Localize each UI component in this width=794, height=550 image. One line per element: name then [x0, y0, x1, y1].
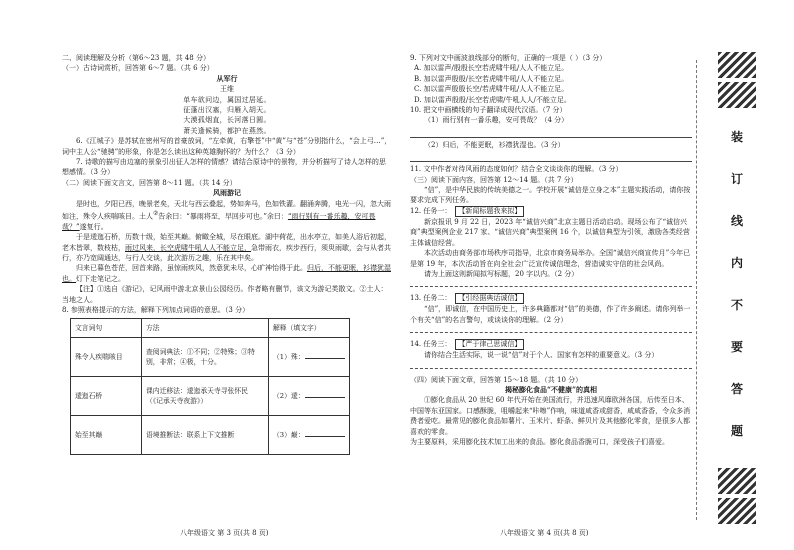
question-14: 请你结合生活实际，说一说“信”对于个人、国家有怎样的重要意义。（3 分） [424, 351, 659, 360]
explanation-table [70, 318, 350, 455]
option-b[interactable]: B. 加以雷声殷殷/长空若虎啸牛吼/人人不能立足。 [414, 74, 569, 83]
table-cell: 语境推断法：联系上下文推断 [142, 416, 269, 455]
task-label: 14. 任务三： [410, 340, 452, 349]
task-3 [410, 339, 692, 350]
question-10-part-1: （1）雨行别有一番乐趣，安可畏哉？（4 分） [424, 116, 569, 125]
page-footer-left: 八年级语文 第 3 页(共 8 页) [180, 529, 269, 537]
answer-blank[interactable] [305, 358, 345, 359]
margin-char: 内 [730, 256, 743, 270]
task-intro: “信”，是中华民族的传统美德之一。学校开展“诚信是立身之本”主题实践活动，请你按要求完成下列任务。 [410, 186, 691, 205]
question-6: 6.《江城子》是苏轼在密州写的首豪放词，“左牵黄，右擎苍”中“黄”与“苍”分别指什么，“会上弓…”，词中主人公“驰骋”的形象，你是怎么读出这种英雄胸怀的？为什么？（3 分） [62, 137, 392, 156]
question-7: 7. 诗歌的描写由边塞的景象引出征人怎样的情感？请结合原诗中的景物，并分析描写了诗人怎样的思想感情。（3 分） [62, 158, 386, 177]
answer-line[interactable] [410, 128, 692, 138]
option-a[interactable]: A. 加以雷声/殷殷长空若虎啸牛吼/人人不能立足。 [414, 64, 569, 73]
table-row [71, 377, 350, 416]
page-footer-right: 八年级语文 第 4 页(共 8 页) [500, 529, 589, 537]
margin-char: 答 [730, 382, 743, 396]
binding-margin [712, 52, 762, 528]
hatch-block [718, 498, 756, 524]
question-11: 11. 文中作者对待风雨的态度如何？结合全文谈谈你的理解。（3 分） [410, 165, 623, 174]
table-cell: 查阅词典法：①不同；②特殊；③特别，非常；④极，十分。 [142, 338, 269, 377]
answer-line[interactable] [410, 331, 692, 333]
option-d[interactable]: D. 加以雷声殷殷/长空若虎啸/牛吼人人/不能立足。 [414, 95, 571, 104]
margin-char: 题 [730, 424, 743, 438]
text-run: 灯下走笔记之。 [76, 274, 125, 283]
question-9: 9. 下列对文中画波浪线部分的断句，正确的一项是（ ）（3 分） [410, 54, 607, 62]
text-run: 告余曰：“暴雨将至，早回步可也。”余曰： [158, 212, 288, 221]
table-row [71, 338, 350, 377]
table-cell: 逶迤石桥 [71, 377, 142, 416]
question-13: “信”，即诚信，在中国历史上，许多典籍都对“信”的美德，作了许多阐述。请你列举一个有关“信”的名言警句，或谈谈你的理解。（2 分） [410, 305, 691, 324]
text-run: 于是逶迤石桥，历数十级，始至其巅。俯瞰全城，尽在眼底。湖中荷花，出水亭立，如美人浴后初起，老木皆翠，数枝枯， [62, 233, 391, 252]
classical-text-title: 风雨游记 [213, 188, 241, 198]
task-box-label: 【严于律己思诚信】 [455, 339, 524, 350]
poem-line: 大漠孤烟直，长河落日圆。 [183, 116, 271, 125]
answer-cell[interactable] [269, 377, 350, 416]
question-10-part-2: （2）归后，不能更眠，衫襟犹湿也。（3 分） [424, 140, 565, 149]
margin-char: 订 [730, 172, 743, 186]
text-run: 急带雨衣，疾步西行，须臾雨歇，会与从者共行，亦乃宽阔通达，与行人交谈，此次游历之趣，乐在其中矣。 [62, 243, 391, 263]
answer-line[interactable] [410, 285, 692, 287]
poem-author: 王维 [220, 85, 234, 94]
subsection-heading-4: （四）阅读下面文章，回答第 15～18 题。（共 10 分） [410, 375, 583, 384]
answer-cell[interactable] [269, 338, 350, 377]
underlined-sentence-1: “雨行别有一番乐趣，安可畏哉？” [62, 212, 376, 231]
subsection-heading: （一）古诗词赏析，回答第 6～7 题。（共 6 分） [62, 64, 214, 73]
hatch-block [718, 468, 756, 494]
margin-char: 线 [730, 214, 743, 228]
table-header: 解释（填文字） [269, 319, 350, 338]
table-row [71, 416, 350, 455]
classical-paragraph-3 [62, 263, 392, 284]
answer-cell[interactable] [269, 416, 350, 455]
poem-title: 从军行 [216, 73, 238, 83]
task-2 [410, 293, 692, 304]
wavy-underlined-sentence: 雨过风来，长空虎啸牛吼人人不能立足， [125, 243, 251, 252]
article-paragraph-1: ①膨化食品从 20 世纪 60 年代开始在美国流行，并迅速风靡欧洲各国，后传至日本、中国等东亚国家。口感酥脆，咀嚼起来“咔嚓”作响，味道咸香或甜香，咸咸香香，令众多消费者爱吃。最常见的膨化食品如薯片、玉米片、虾条、鲜贝片及其他膨化零食，是很多人都喜欢的零食。 [410, 396, 691, 436]
task-1 [410, 206, 692, 217]
article-title: 揭秘膨化食品“不健康”的真相 [504, 384, 598, 394]
table-header: 文言词句 [71, 319, 142, 338]
hatch-block [718, 52, 756, 78]
underlined-sentence-2: 归后，不能更眠，衫襟犹湿也。 [62, 264, 391, 283]
left-page [62, 53, 392, 455]
right-page [410, 53, 692, 447]
margin-char: 装 [730, 130, 743, 144]
answer-blank[interactable] [305, 436, 345, 437]
answer-label: （1）殊： [273, 353, 305, 362]
annotation-note: 【注】①选自《游记》，记风雨中游北京景山公园经历。作者略有删节，该文为游记类散文。②土人：当地之人。 [62, 285, 388, 304]
task-label: 12. 任务一： [410, 206, 452, 215]
table-header-row [71, 319, 350, 338]
question-10: 10. 把文中画横线的句子翻译成现代汉语。（7 分） [410, 106, 567, 115]
answer-label: （3）巅： [273, 431, 305, 440]
text-run: 归来已暮色苍茫，回首来路，虽惊雨疾风，然意犹未尽，心旷神怡得于此。 [76, 264, 307, 273]
poem-line: 萧关逢候骑，都护在燕然。 [183, 126, 271, 135]
margin-char: 要 [730, 340, 743, 354]
answer-line[interactable] [410, 367, 692, 369]
section-heading: 二、阅读理解及分析（第6～23 题，共 48 分） [62, 54, 210, 62]
news-paragraph-2: 本次活动由商务部市场秩序司指导，北京市商务局举办。全国“诚信兴商宣传月”今年已是第 19 年，本次活动旨在向全社会广泛宣传诚信理念，营造诚实守信的社会风尚。 [410, 249, 691, 268]
question-8: 8. 参照表格提示的方法，解释下列加点词语的意思。（3 分） [62, 306, 250, 315]
table-cell: 课内迁移法：逶迤承天寺寻张怀民（《记承天寺夜游》） [142, 377, 269, 416]
answer-line[interactable] [410, 152, 692, 162]
article-paragraph-2: 为主要原料，采用膨化技术加工出来的食品。膨化食品香脆可口，深受孩子们喜爱。 [410, 437, 669, 446]
subsection-heading-3: （三）阅读下面内容，回答第 12～14 题。（共 7 分） [410, 175, 578, 184]
question-12: 请为上面这则新闻拟写标题，20 字以内。（2 分） [424, 269, 579, 278]
table-cell: 殊令人疾喘咳目 [71, 338, 142, 377]
task-label: 13. 任务二： [410, 294, 452, 303]
task-box-label: 【新闻标题我来拟】 [455, 206, 524, 217]
hatch-block [718, 82, 756, 108]
classical-paragraph-1: 是时也，夕阳已西，晚景老矣，天北与西云叠起，势如奔马，色如铁灌。翻涌奔腾，电光一闪，忽大雨如注，殊令人疾喘咳目。土人②告余曰：“暴雨将至，早回步可也。”余曰：“雨行别有一番乐趣，安可畏哉？”遂复行。 [62, 199, 391, 231]
text-run: 是时也，夕阳已西，晚景老矣，天北与西云叠起，势如奔马，色如铁灌。翻涌奔腾，电光一闪，忽大雨如注，殊令人疾喘咳目。土人 [62, 199, 391, 221]
news-paragraph-1: 新京报讯 9 月 22 日，2023 年“诚信兴商”北京主题日活动启动。现场公布了“诚信兴商”典型案例企业 217 家、“诚信兴商”典型案例 16 个，以诚信典型为引领，激励各类经营主体诚信经营。 [410, 217, 690, 247]
answer-label: （2）逶： [273, 392, 305, 401]
task-box-label: 【引经据典话诚信】 [455, 293, 524, 304]
text-run: 遂复行。 [79, 222, 108, 231]
classical-paragraph-2 [62, 232, 392, 263]
cut-line [696, 60, 697, 520]
margin-char: 不 [730, 298, 743, 312]
table-header: 方法 [142, 319, 269, 338]
poem-line: 征蓬出汉塞，归雁入胡天。 [183, 106, 271, 115]
option-c[interactable]: C. 加以雷声殷殷长空/若虎啸牛吼/人人不能立足。 [414, 85, 569, 94]
poem-line: 单车欲问边，属国过居延。 [183, 95, 271, 104]
table-cell: 始至其巅 [71, 416, 142, 455]
subsection-heading-2: （二）阅读下面文言文，回答第 8～11 题。（共 14 分） [62, 178, 237, 187]
answer-blank[interactable] [305, 397, 345, 398]
